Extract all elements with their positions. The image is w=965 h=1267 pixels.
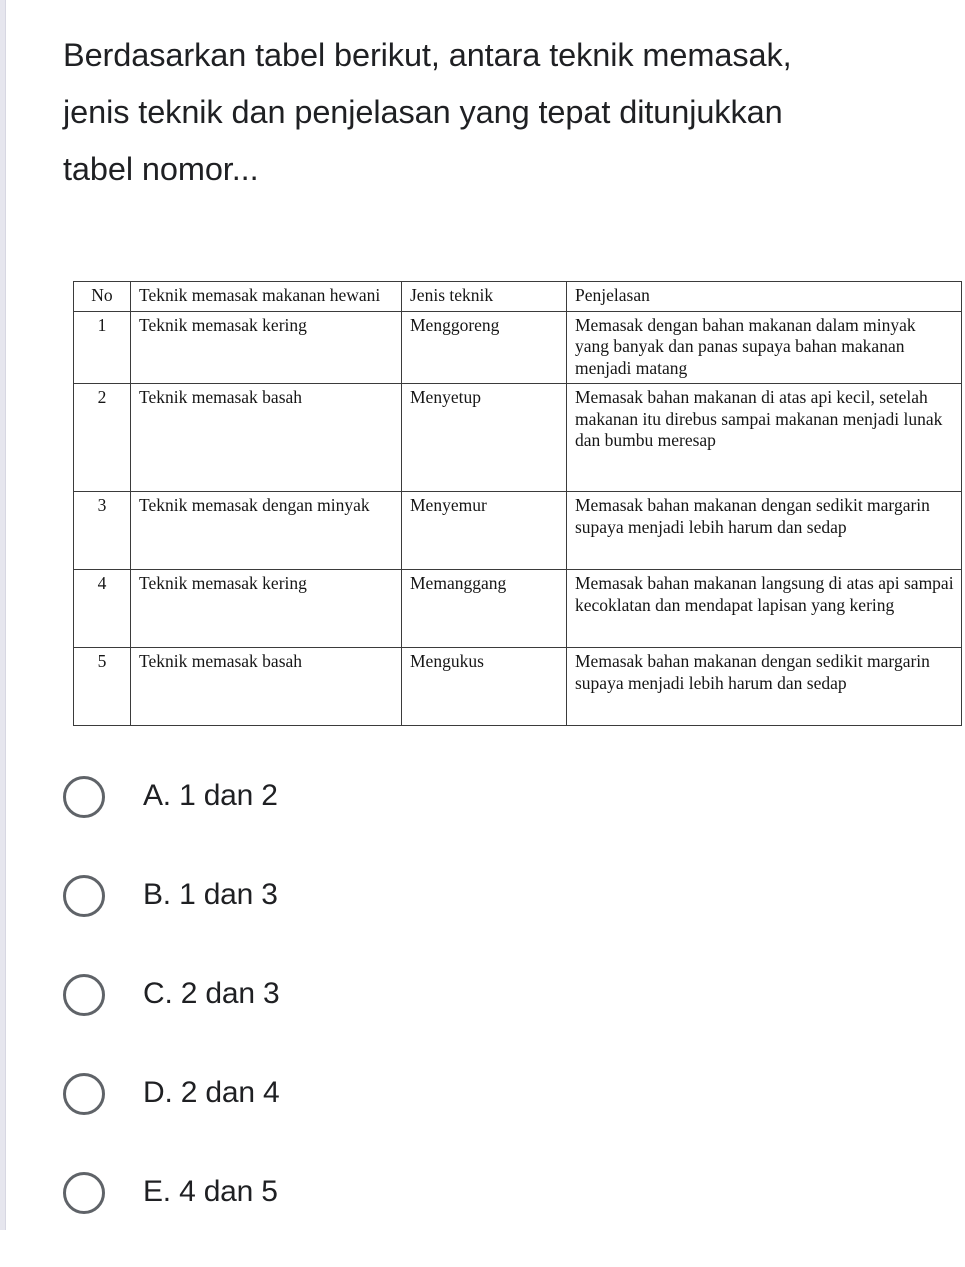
cell-explanation: Memasak dengan bahan makanan dalam minyak yang banyak dan panas supaya bahan makanan menjadi matang: [567, 311, 962, 384]
table-row: [74, 570, 962, 648]
cell-kind: Mengukus: [402, 648, 567, 726]
table-row: [74, 648, 962, 726]
cell-explanation: Memasak bahan makanan dengan sedikit margarin supaya menjadi lebih harum dan sedap: [567, 492, 962, 570]
option-row-b[interactable]: [63, 871, 883, 970]
table-row: [74, 384, 962, 492]
cell-technique: Teknik memasak dengan minyak: [131, 492, 402, 570]
option-label-a: A. 1 dan 2: [143, 779, 278, 812]
table-row: [74, 492, 962, 570]
question-text: Berdasarkan tabel berikut, antara teknik memasak, jenis teknik dan penjelasan yang tepat ditunjukkan tabel nomor...: [63, 37, 792, 187]
radio-button-e-icon[interactable]: [63, 1172, 105, 1214]
cell-technique: Teknik memasak basah: [131, 648, 402, 726]
cell-explanation: Memasak bahan makanan di atas api kecil, setelah makanan itu direbus sampai makanan menjadi lunak dan bumbu meresap: [567, 384, 962, 492]
radio-button-b-icon[interactable]: [63, 875, 105, 917]
cell-no: 4: [74, 570, 131, 648]
cell-kind: Menggoreng: [402, 311, 567, 384]
header-cell-explanation: Penjelasan: [567, 282, 962, 312]
radio-button-d-icon[interactable]: [63, 1073, 105, 1115]
cell-kind: Menyemur: [402, 492, 567, 570]
cell-explanation: Memasak bahan makanan langsung di atas api sampai kecoklatan dan mendapat lapisan yang kering: [567, 570, 962, 648]
header-cell-no: No: [74, 282, 131, 312]
option-label-e: E. 4 dan 5: [143, 1175, 278, 1208]
option-row-c[interactable]: [63, 970, 883, 1069]
cell-kind: Memanggang: [402, 570, 567, 648]
radio-button-a-icon[interactable]: [63, 776, 105, 818]
cell-kind: Menyetup: [402, 384, 567, 492]
cell-no: 5: [74, 648, 131, 726]
header-cell-kind: Jenis teknik: [402, 282, 567, 312]
cell-no: 2: [74, 384, 131, 492]
cell-explanation: Memasak bahan makanan dengan sedikit margarin supaya menjadi lebih harum dan sedap: [567, 648, 962, 726]
option-label-c: C. 2 dan 3: [143, 977, 280, 1010]
cell-technique: Teknik memasak kering: [131, 311, 402, 384]
option-row-e[interactable]: [63, 1168, 883, 1267]
option-row-a[interactable]: [63, 772, 883, 871]
cell-technique: Teknik memasak basah: [131, 384, 402, 492]
option-label-b: B. 1 dan 3: [143, 878, 278, 911]
header-cell-technique: Teknik memasak makanan hewani: [131, 282, 402, 312]
radio-button-c-icon[interactable]: [63, 974, 105, 1016]
table-row: [74, 311, 962, 384]
cell-technique: Teknik memasak kering: [131, 570, 402, 648]
cell-no: 1: [74, 311, 131, 384]
option-row-d[interactable]: [63, 1069, 883, 1168]
answer-options-list: [63, 772, 883, 1267]
option-label-d: D. 2 dan 4: [143, 1076, 280, 1109]
table-header-row: [74, 282, 962, 312]
left-edge-divider: [5, 0, 6, 1230]
cooking-technique-table: [73, 281, 962, 726]
cell-no: 3: [74, 492, 131, 570]
